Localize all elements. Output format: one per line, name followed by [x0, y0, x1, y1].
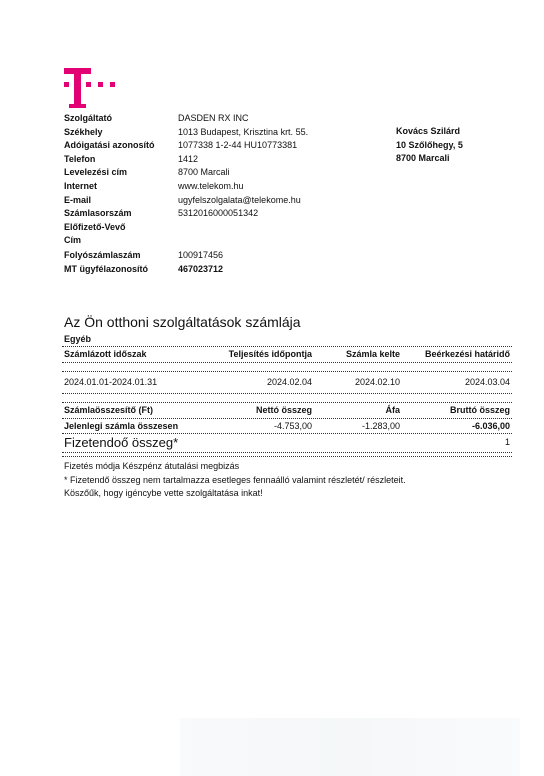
summary-header-row — [64, 405, 510, 415]
period-value-row — [64, 377, 510, 387]
period-header: Számla kelte — [345, 349, 400, 359]
info-label: Cím — [64, 235, 82, 246]
info-label: Számlasorszám — [64, 208, 132, 219]
info-label: Levelezési cím — [64, 167, 128, 178]
divider — [62, 433, 512, 434]
vat-amount: -1.283,00 — [361, 421, 400, 431]
summary-header: Bruttó összeg — [449, 405, 510, 415]
period-header-row — [64, 349, 510, 359]
recipient-street: 10 Szőlőhegy, 5 — [396, 139, 463, 150]
payment-method-note: Fizetés módja Készpénz átutalási megbizás — [64, 461, 240, 471]
summary-label: Jelenlegi számla összesen — [64, 421, 179, 431]
thanks-note: Köszőűk, hogy igéncybe vette szolgáltatása inkat! — [64, 488, 263, 498]
info-label: Internet — [64, 180, 98, 191]
divider — [62, 452, 512, 453]
summary-header: Áfa — [385, 405, 400, 415]
summary-value-row — [64, 421, 510, 431]
period-header: Számlázott időszak — [64, 349, 147, 359]
net-amount: -4.753,00 — [273, 421, 312, 431]
info-value: DASDEN RX INC — [178, 113, 249, 123]
info-label: Telefon — [64, 153, 96, 164]
info-value — [178, 221, 378, 235]
info-label: Szolgáltató — [64, 113, 113, 123]
info-value: 1412 — [178, 153, 199, 164]
divider — [62, 456, 512, 457]
info-value: 100917456 — [178, 249, 224, 260]
recipient-city: 8700 Marcali — [396, 153, 450, 164]
info-label: Folyószámlaszám — [64, 249, 141, 260]
period-value: 2024.03.04 — [464, 377, 510, 387]
provider-info — [64, 112, 378, 276]
divider — [62, 346, 512, 347]
info-label: MT ügyfélazonosító — [64, 263, 148, 274]
invoice-subtitle: Egyéb — [64, 334, 92, 344]
period-value: 2024.01.01-2024.01.31 — [64, 377, 158, 387]
invoice-title: Az Ön otthoni szolgáltatások számlája — [64, 314, 301, 330]
info-label: Székhely — [64, 126, 103, 137]
info-value — [178, 234, 378, 248]
period-value: 2024.02.04 — [266, 377, 312, 387]
payable-value: 1 — [504, 437, 510, 447]
recipient-name: Kovács Szilárd — [396, 126, 461, 136]
footnote: * Fizetendő összeg nem tartalmazza esetleges fennaálló valamint részletét/ részleteit. — [64, 474, 406, 485]
payable-row — [64, 435, 510, 450]
scan-haze — [180, 718, 520, 776]
period-value: 2024.02.10 — [354, 377, 400, 387]
period-header: Beérkezési határidő — [424, 349, 510, 359]
summary-header: Számlaösszesítő (Ft) — [64, 405, 154, 415]
payable-label: Fizetendoő összeg* — [64, 435, 179, 450]
divider — [62, 362, 512, 363]
divider — [62, 393, 512, 394]
divider — [62, 371, 512, 372]
info-value: ugyfelszolgalata@telekome.hu — [178, 194, 301, 205]
recipient-address — [396, 125, 463, 166]
summary-header: Nettó összeg — [255, 405, 312, 415]
telekom-t-logo — [64, 68, 120, 110]
info-value: 1077338 1-2-44 HU10773381 — [178, 140, 298, 151]
divider — [62, 418, 512, 419]
gross-amount: -6.036,00 — [471, 421, 510, 431]
info-value: www.telekom.hu — [178, 180, 244, 191]
info-value: 1013 Budapest, Krisztina krt. 55. — [178, 126, 309, 137]
info-value: 8700 Marcali — [178, 167, 230, 178]
period-header: Teljesítés időpontja — [228, 349, 312, 359]
invoice-notes — [64, 460, 406, 501]
info-label: Előfizető-Vevő — [64, 221, 126, 232]
customer-id-value: 467023712 — [178, 263, 224, 274]
info-label: Adóigatási azonosító — [64, 140, 155, 151]
divider — [62, 402, 512, 403]
info-label: E-mail — [64, 194, 92, 205]
info-value: 5312016000051342 — [178, 208, 259, 219]
